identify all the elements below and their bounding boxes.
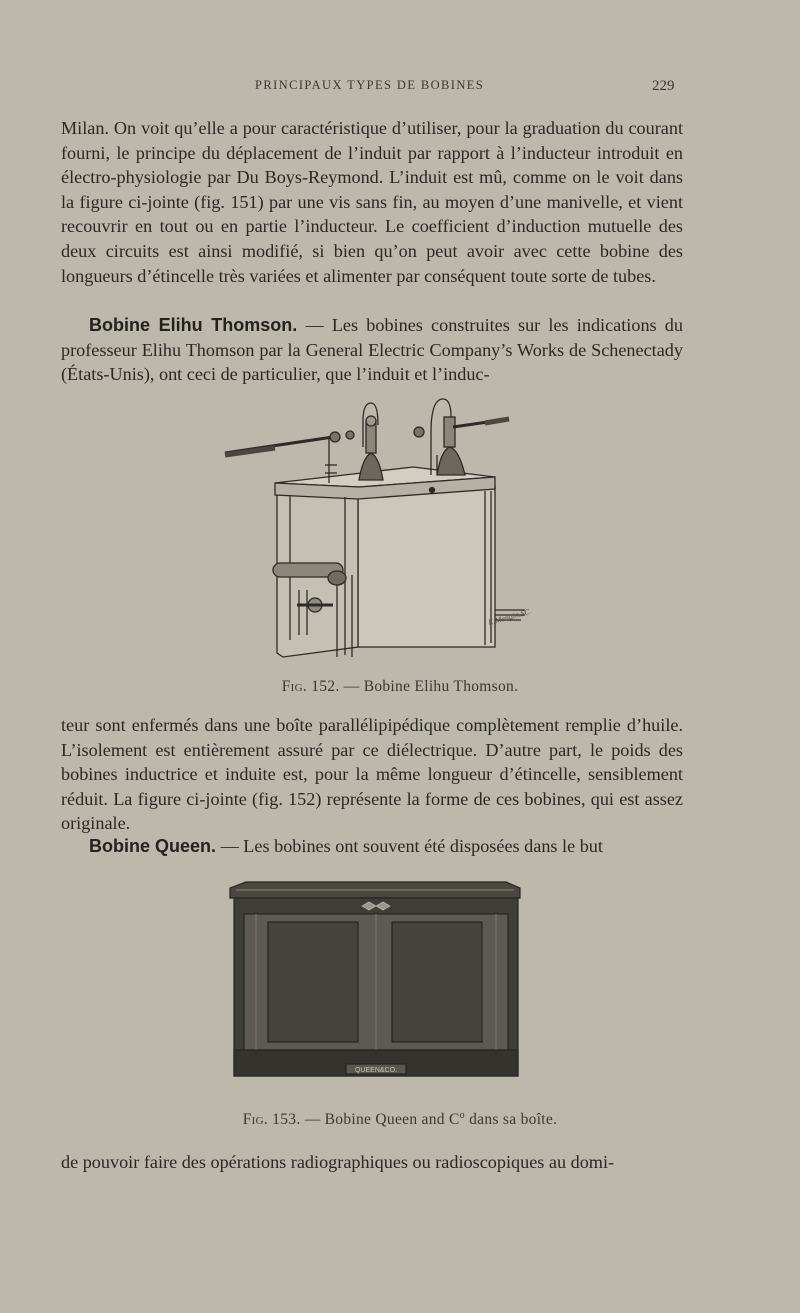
section-heading-queen: Bobine Queen. xyxy=(89,836,217,856)
figure-153-caption xyxy=(0,1110,800,1129)
paragraph-milan: Milan. On voit qu’elle a pour caractéristique d’utiliser, pour la graduation du courant fourni, le principe du déplacement de l’induit par rapport à l’inducteur introduit en électro-physiologie par Du Boys-Reymond. L’induit est mû, comme on le voit dans la figure ci-jointe (fig. 151) par une vis sans fin, au moyen d’une manivelle, et vient recouvrir en tout ou en partie l’inducteur. Le coefficient d’induction mutuelle des deux circuits est ainsi modifié, si bien qu’on peut avoir avec cette bobine des longueurs d’étincelle très variées et alimenter par conséquent toute sorte de tubes. xyxy=(61,118,683,286)
queen-nameplate: QUEEN&CO. xyxy=(354,1067,398,1074)
figure-153-queen-coil-box xyxy=(226,878,536,1090)
page-header xyxy=(0,78,800,98)
engraver-signature: E.Mengin.SC xyxy=(487,607,531,627)
figure-152-caption-text: — Bobine Elihu Thomson. xyxy=(339,678,519,695)
paragraph-oil-box: teur sont enfermés dans une boîte parallélipipédique complètement remplie d’huile. L’isolement est entièrement assuré par ce diélectrique. D’autre part, le poids des bobines inductrice et induite est, pour la même longueur d’étincelle, sensiblement réduit. La figure ci-jointe (fig. 152) représente la forme de ces bobines, qui est assez originale. xyxy=(61,715,683,834)
figure-153-caption-text-b: dans sa boîte. xyxy=(464,1111,558,1129)
figure-152-elihu-thomson-coil xyxy=(215,395,545,663)
paragraph-queen xyxy=(61,834,683,859)
figure-152-caption xyxy=(0,678,800,696)
paragraph-domicile: de pouvoir faire des opérations radiographiques ou radioscopiques au domi- xyxy=(61,1152,615,1172)
figure-153-caption-text-a: — Bobine Queen and C xyxy=(300,1111,460,1129)
paragraph-queen-text: — Les bobines ont souvent été disposées dans le but xyxy=(216,836,603,856)
running-head: PRINCIPAUX TYPES DE BOBINES xyxy=(255,78,485,92)
figure-153-label: Fig. 153. xyxy=(242,1111,301,1129)
page-number: 229 xyxy=(652,78,675,94)
figure-153-caption-sup: o xyxy=(459,1110,465,1121)
paragraph-elihu-thomson-text: — Les bobines construites sur les indications du professeur Elihu Thomson par la General Electric Company’s Works de Schenectady (États-Unis), ont ceci de particulier, que l’induit et l’induc- xyxy=(61,315,683,385)
section-heading-elihu-thomson: Bobine Elihu Thomson. xyxy=(89,315,298,335)
figure-152-label: Fig. 152. xyxy=(281,678,340,695)
paragraph-elihu-thomson xyxy=(61,313,683,387)
